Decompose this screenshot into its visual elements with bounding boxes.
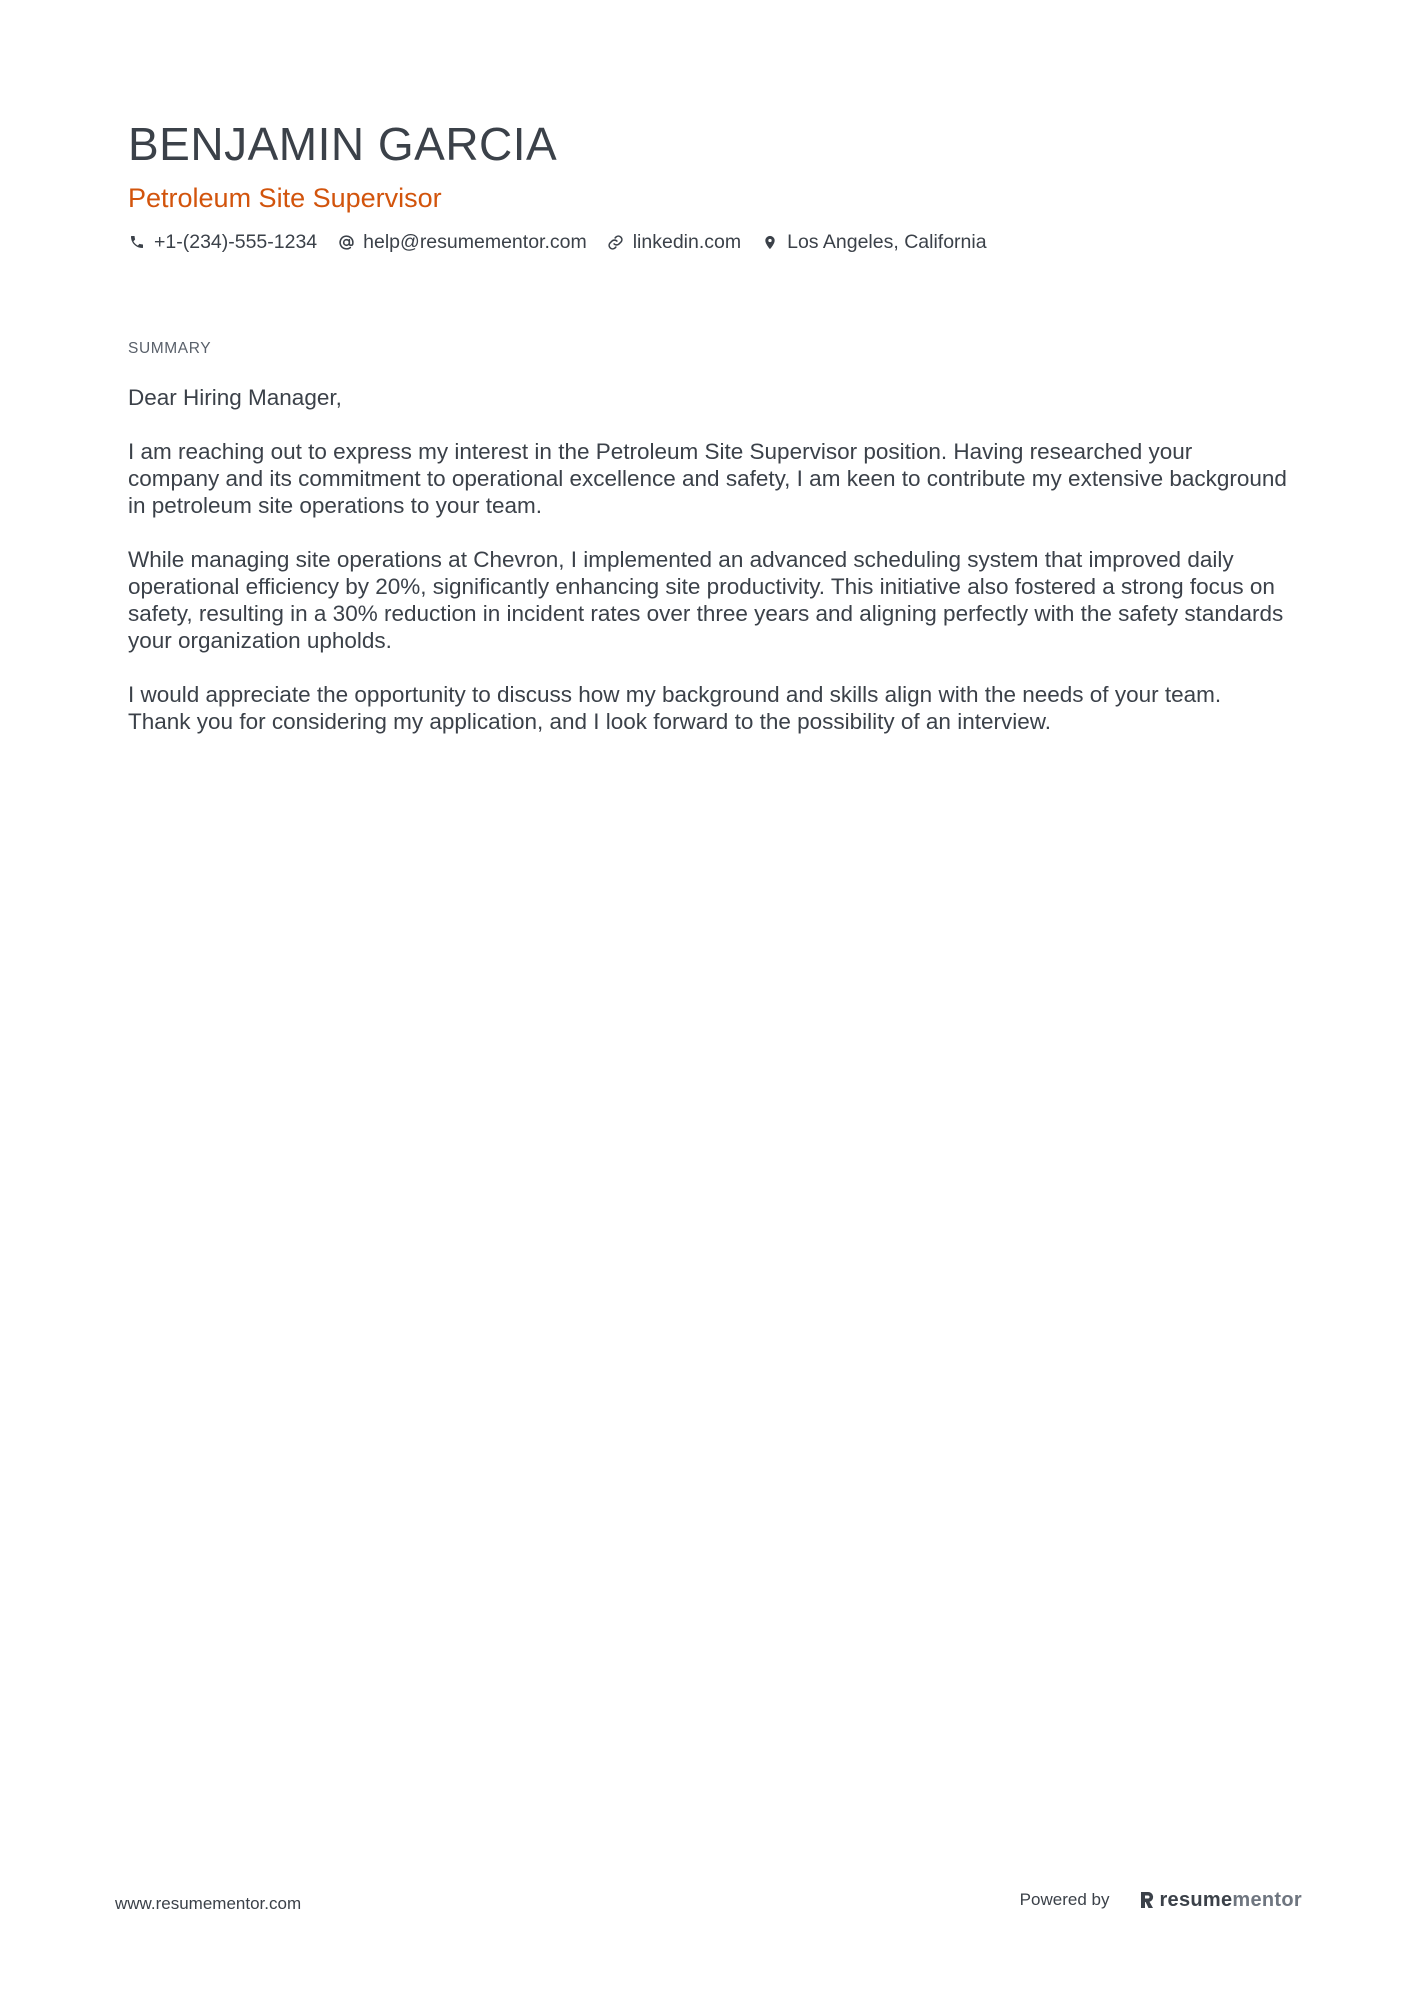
letter-greeting: Dear Hiring Manager,	[128, 385, 342, 410]
footer-website[interactable]: www.resumementor.com	[115, 1894, 302, 1913]
contact-location	[761, 228, 986, 256]
resumementor-logo-icon	[1139, 1890, 1155, 1910]
location-text: Los Angeles, California	[787, 231, 987, 253]
summary-section	[128, 338, 1288, 762]
letter-paragraph: While managing site operations at Chevron, I implemented an advanced scheduling system that improved daily operational efficiency by 20%, significantly enhancing site productivity. This initiative also fostered a strong focus on safety, resulting in a 30% reduction in incident rates over three years and aligning perfectly with the safety standards your organization upholds.	[128, 547, 1284, 653]
location-pin-icon	[761, 233, 779, 251]
header	[128, 112, 1288, 256]
job-title: Petroleum Site Supervisor	[128, 183, 442, 213]
contact-email	[337, 228, 587, 256]
footer-powered	[1020, 1888, 1302, 1912]
contact-row	[128, 228, 1288, 256]
email-text: help@resumementor.com	[363, 231, 587, 253]
phone-icon	[128, 233, 146, 251]
phone-text: +1-(234)-555-1234	[154, 231, 318, 253]
linkedin-text: linkedin.com	[632, 231, 742, 253]
letter-body	[128, 384, 1288, 735]
section-heading-summary: SUMMARY	[128, 340, 212, 357]
letter-paragraph: I am reaching out to express my interest in the Petroleum Site Supervisor position. Having researched your company and its commitment to operational excellence and safety, I am keen to contribute my extensive background in petroleum site operations to your team.	[128, 439, 1287, 518]
brand-text-resume: resume	[1159, 1889, 1233, 1911]
contact-linkedin	[607, 228, 741, 256]
brand-logo[interactable]	[1139, 1888, 1302, 1912]
powered-by-text: Powered by	[1019, 1890, 1110, 1909]
candidate-name: BENJAMIN GARCIA	[128, 118, 558, 170]
contact-phone	[128, 228, 317, 256]
letter-paragraph: I would appreciate the opportunity to discuss how my background and skills align with the needs of your team. Thank you for considering my application, and I look forward to the possibility of an interview.	[128, 682, 1222, 734]
brand-text-mentor: mentor	[1232, 1889, 1302, 1911]
at-icon	[337, 233, 355, 251]
link-icon	[607, 233, 625, 251]
